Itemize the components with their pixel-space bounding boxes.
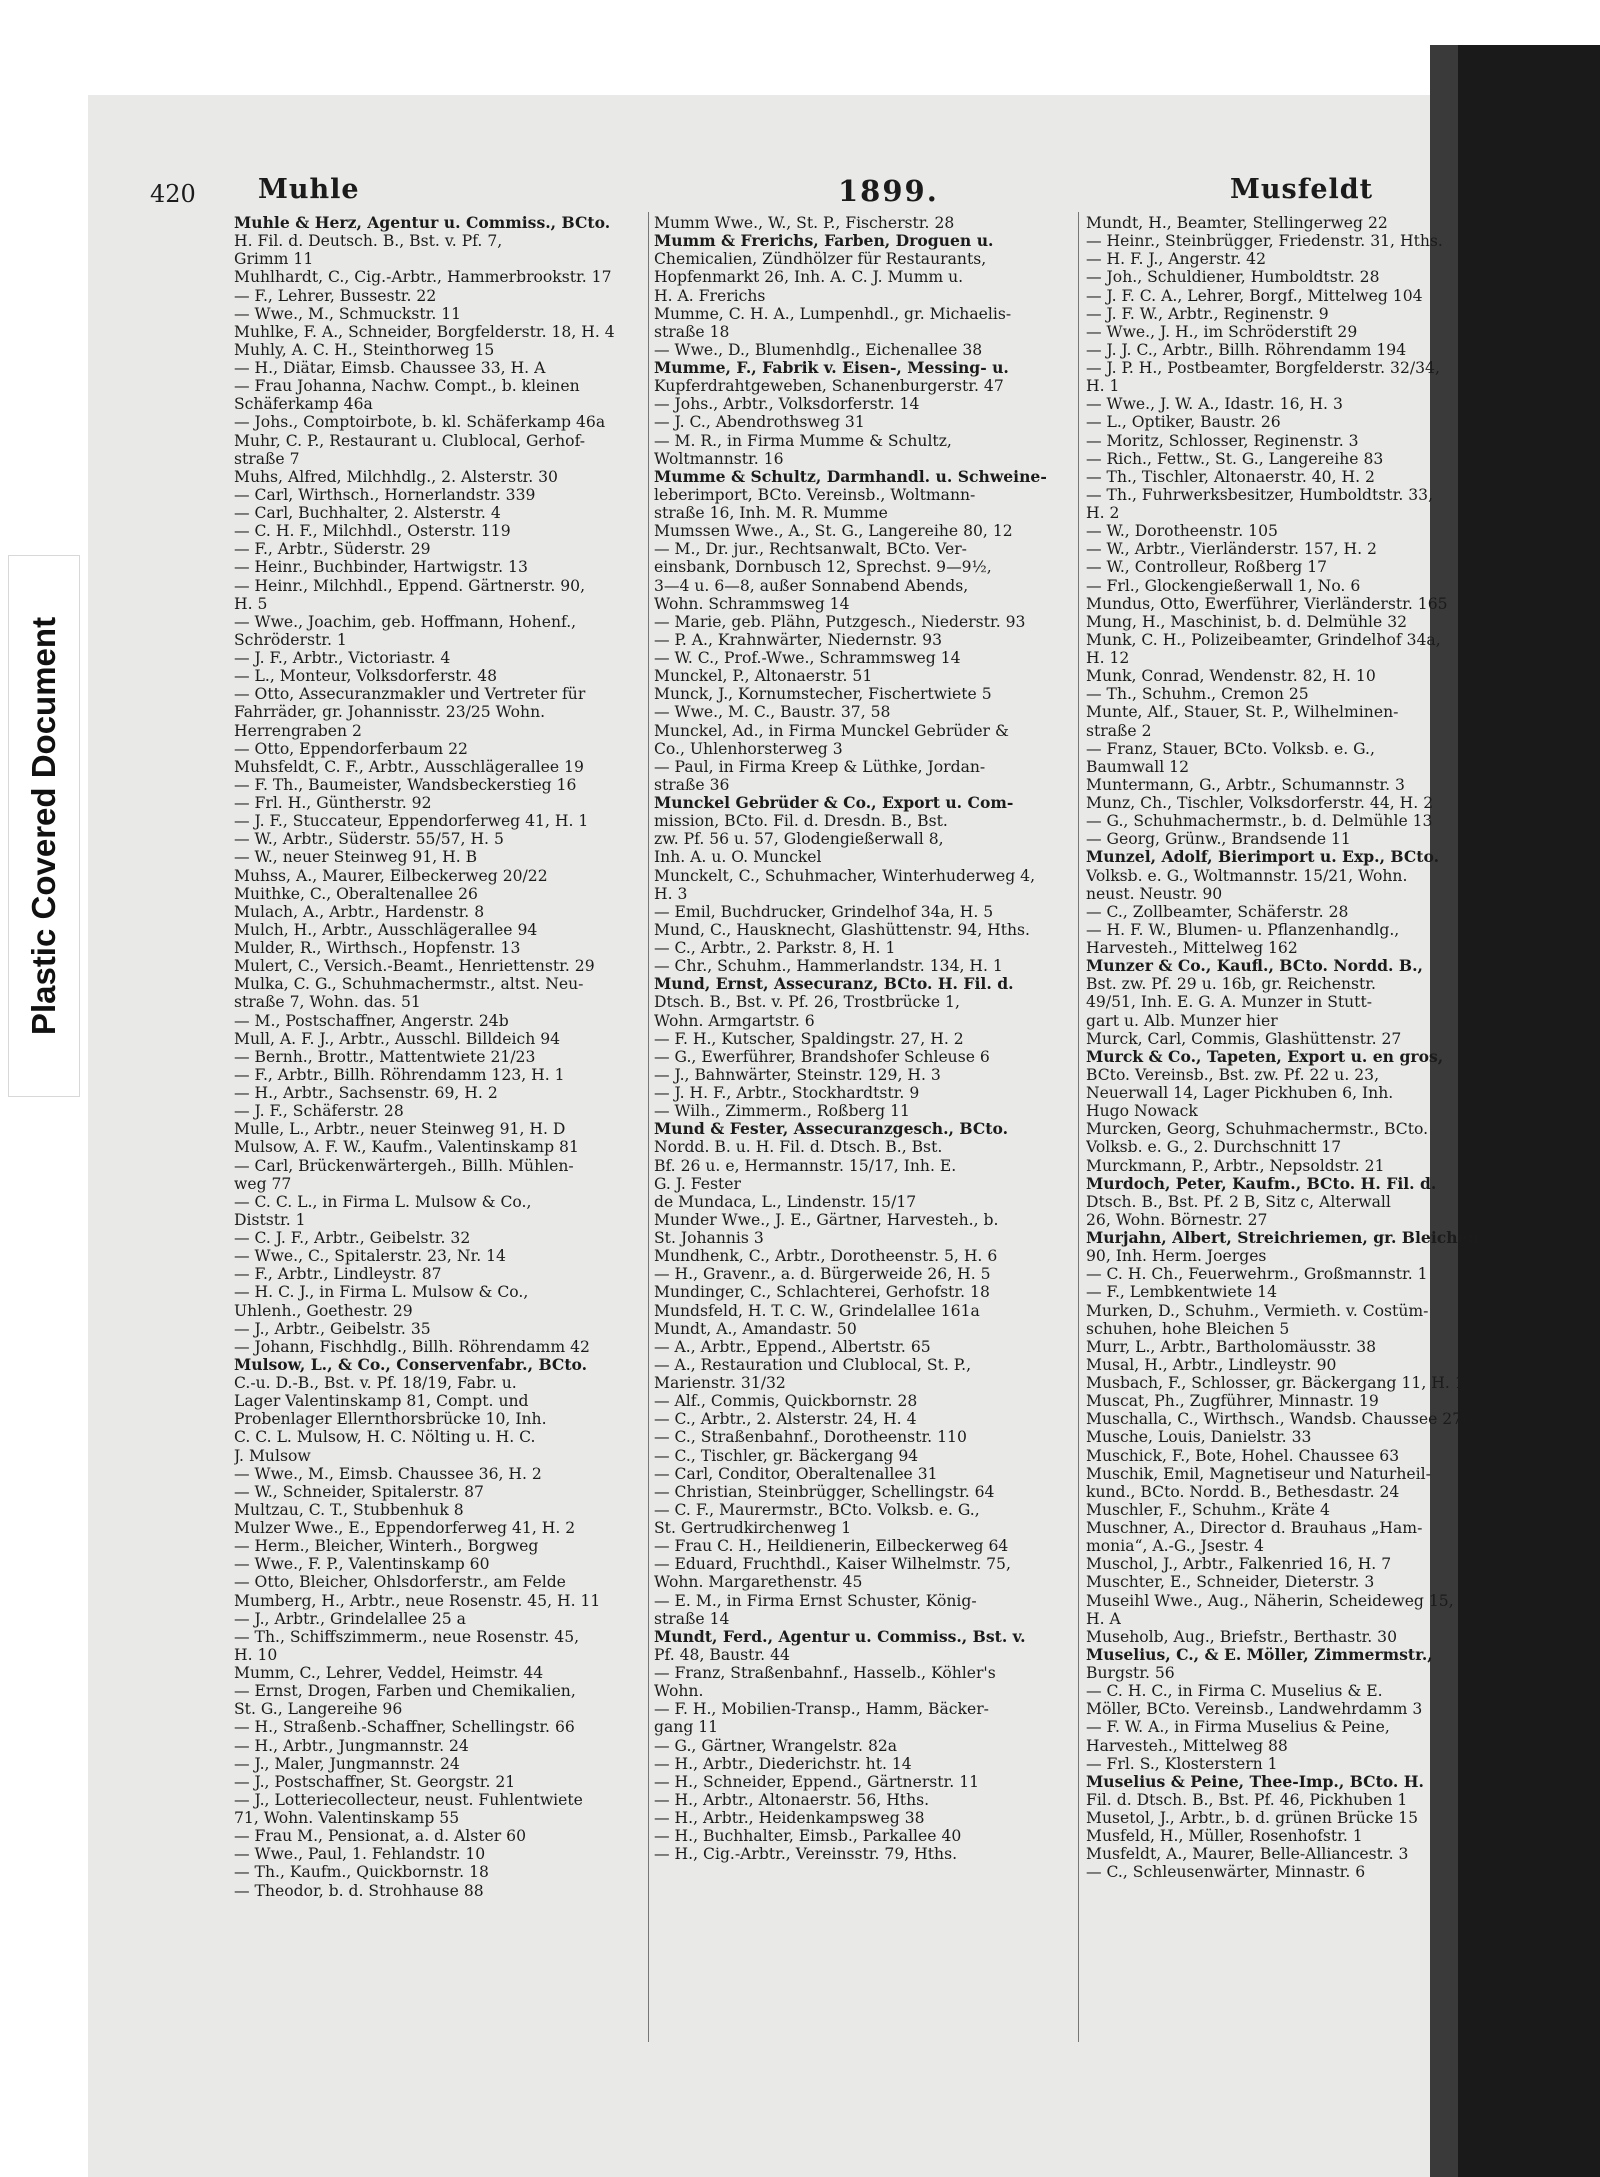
directory-entry: — H., Arbtr., Altonaerstr. 56, Hths. [654,1790,930,1809]
directory-entry: Volksb. e. G., Woltmannstr. 15/21, Wohn. [1086,866,1408,885]
directory-entry: — Franz, Straßenbahnf., Hasselb., Köhler's [654,1664,996,1682]
directory-entry: Murck, Carl, Commis, Glashüttenstr. 27 [1086,1029,1402,1048]
directory-entry: Munckel, Ad., in Firma Munckel Gebrüder & [654,721,1009,740]
running-head-right: Musfeldt [1230,174,1374,205]
directory-entry: — H., Arbtr., Jungmannstr. 24 [234,1736,469,1755]
directory-entry: — C. F., Maurermstr., BCto. Volksb. e. G., [654,1500,980,1519]
directory-entry: — E. M., in Firma Ernst Schuster, König- [654,1591,977,1610]
directory-entry: Wohn. Margarethenstr. 45 [654,1573,863,1592]
directory-entry: Museihl Wwe., Aug., Näherin, Scheideweg 15, [1086,1591,1454,1610]
directory-entry: Chemicalien, Zündhölzer für Restaurants, [654,250,987,269]
directory-entry: Muschler, F., Schuhm., Kräte 4 [1086,1500,1330,1519]
directory-entry: Mulach, A., Arbtr., Hardenstr. 8 [234,902,485,921]
directory-entry: — Marie, geb. Plähn, Putzgesch., Niederstr. 93 [654,612,1026,631]
directory-entry: — Frl. S., Klosterstern 1 [1086,1754,1278,1773]
directory-entry: — W., Arbtr., Vierländerstr. 157, H. 2 [1086,540,1377,559]
directory-column-3 [1086,214,1502,2034]
directory-entry: Munk, C. H., Polizeibeamter, Grindelhof 34a, [1086,630,1441,649]
directory-entry: — Johann, Fischhdlg., Billh. Röhrendamm 42 [234,1337,590,1356]
directory-entry: — H., Straßenb.-Schaffner, Schellingstr. 66 [234,1718,575,1737]
directory-entry: H. 3 [654,884,688,903]
directory-entry: — J. J. C., Arbtr., Billh. Röhrendamm 194 [1086,340,1407,359]
directory-entry: — Rich., Fettw., St. G., Langereihe 83 [1086,449,1384,468]
directory-entry: Mumssen Wwe., A., St. G., Langereihe 80, 12 [654,522,1013,541]
directory-entry: — Moritz, Schlosser, Reginenstr. 3 [1086,431,1359,450]
directory-entry: — Wwe., Joachim, geb. Hoffmann, Hohenf., [234,612,577,631]
directory-entry: BCto. Vereinsb., Bst. zw. Pf. 22 u. 23, [1086,1065,1380,1084]
directory-entry: — C., Schleusenwärter, Minnastr. 6 [1086,1863,1366,1882]
directory-entry: 26, Wohn. Börnestr. 27 [1086,1210,1268,1229]
directory-entry: — Otto, Bleicher, Ohlsdorferstr., am Felde [234,1573,566,1592]
directory-entry: Muhss, A., Maurer, Eilbeckerweg 20/22 [234,866,548,885]
directory-entry: — P. A., Krahnwärter, Niedernstr. 93 [654,630,942,649]
directory-entry: — W., Arbtr., Süderstr. 55/57, H. 5 [234,830,504,849]
directory-entry: Murcken, Georg, Schuhmachermstr., BCto. [1086,1120,1429,1139]
directory-entry: Mundt, H., Beamter, Stellingerweg 22 [1086,214,1388,232]
directory-entry: Muhly, A. C. H., Steinthorweg 15 [234,340,495,359]
directory-entry: Mumme & Schultz, Darmhandl. u. Schweine- [654,467,1047,486]
directory-entry: Mundt, Ferd., Agentur u. Commiss., Bst. v. [654,1627,1026,1646]
directory-entry: Musal, H., Arbtr., Lindleystr. 90 [1086,1355,1337,1374]
directory-entry: H. 10 [234,1645,278,1664]
directory-entry: — G., Ewerführer, Brandshofer Schleuse 6 [654,1047,990,1066]
directory-entry: — Th., Kaufm., Quickbornstr. 18 [234,1863,489,1882]
directory-entry: — C. H. F., Milchhdl., Osterstr. 119 [234,522,511,541]
directory-entry: — Bernh., Brottr., Mattentwiete 21/23 [234,1047,536,1066]
directory-entry: Murken, D., Schuhm., Vermieth. v. Costüm- [1086,1301,1429,1320]
directory-entry: — Wwe., D., Blumenhdlg., Eichenallee 38 [654,340,983,359]
directory-entry: Mung, H., Maschinist, b. d. Delmühle 32 [1086,612,1408,631]
directory-entry: Muschalla, C., Wirthsch., Wandsb. Chaussee 276 [1086,1410,1473,1429]
directory-entry: — M., Postschaffner, Angerstr. 24b [234,1011,509,1030]
directory-entry: — Wwe., Paul, 1. Fehlandstr. 10 [234,1845,486,1864]
directory-entry: — L., Optiker, Baustr. 26 [1086,413,1281,432]
directory-entry: — Frl., Glockengießerwall 1, No. 6 [1086,576,1361,595]
directory-entry: neust. Neustr. 90 [1086,884,1223,903]
directory-entry: Harvesteh., Mittelweg 88 [1086,1736,1288,1755]
cover-label [8,555,80,1097]
directory-entry: Murjahn, Albert, Streichriemen, gr. Bleichen [1086,1229,1479,1247]
directory-entry: Mumberg, H., Arbtr., neue Rosenstr. 45, H. 11 [234,1591,601,1610]
directory-entry: — Wwe., M., Eimsb. Chaussee 36, H. 2 [234,1464,542,1483]
directory-entry: — Th., Schuhm., Cremon 25 [1086,685,1309,704]
directory-entry: mission, BCto. Fil. d. Dresdn. B., Bst. [654,812,948,831]
directory-entry: Kupferdrahtgeweben, Schanenburgerstr. 47 [654,377,1004,396]
directory-entry: Murck & Co., Tapeten, Export u. en gros, [1086,1047,1444,1066]
directory-entry: 49/51, Inh. E. G. A. Munzer in Stutt- [1086,993,1372,1012]
directory-entry: — H., Arbtr., Sachsenstr. 69, H. 2 [234,1084,498,1102]
directory-entry: J. Mulsow [234,1446,311,1465]
directory-entry: Mundus, Otto, Ewerführer, Vierländerstr. 165 [1086,594,1448,613]
directory-entry: — Johs., Arbtr., Volksdorferstr. 14 [654,395,920,414]
directory-entry: — C. H. Ch., Feuerwehrm., Großmannstr. 1 [1086,1265,1428,1284]
directory-entry: — A., Restauration und Clublocal, St. P., [654,1355,972,1374]
directory-entry: — J., Arbtr., Grindelallee 25 a [234,1609,466,1628]
directory-entry: leberimport, BCto. Vereinsb., Woltmann- [654,485,976,504]
directory-entry: Marienstr. 31/32 [654,1374,786,1392]
directory-entry: — Otto, Eppendorferbaum 22 [234,739,468,758]
directory-entry: — Johs., Comptoirbote, b. kl. Schäferkamp 46a [234,413,606,432]
directory-entry: Inh. A. u. O. Munckel [654,848,822,867]
directory-entry: H. 2 [1086,504,1120,522]
directory-entry: Wohn. [654,1682,704,1701]
directory-entry: Pf. 48, Baustr. 44 [654,1645,790,1664]
directory-entry: Volksb. e. G., 2. Durchschnitt 17 [1086,1138,1342,1157]
directory-entry: — F., Arbtr., Lindleystr. 87 [234,1265,442,1284]
directory-entry: — J., Bahnwärter, Steinstr. 129, H. 3 [654,1065,941,1084]
directory-entry: Musbach, F., Schlosser, gr. Bäckergang 11, H. 1 [1086,1374,1465,1392]
directory-entry: — H. F. W., Blumen- u. Pflanzenhandlg., [1086,920,1400,939]
directory-entry: — Herm., Bleicher, Winterh., Borgweg [234,1537,539,1556]
directory-entry: 90, Inh. Herm. Joerges [1086,1247,1267,1266]
directory-entry: St. Gertrudkirchenweg 1 [654,1519,852,1537]
directory-entry: — F., Lembkentwiete 14 [1086,1283,1278,1302]
directory-entry: straße 16, Inh. M. R. Mumme [654,504,888,522]
directory-entry: — F. W. A., in Firma Muselius & Peine, [1086,1718,1390,1737]
directory-entry: Schäferkamp 46a [234,395,373,414]
directory-entry: — Heinr., Steinbrügger, Friedenstr. 31, Hths. [1086,232,1443,251]
directory-entry: — J. F., Arbtr., Victoriastr. 4 [234,649,451,667]
directory-entry: Uhlenh., Goethestr. 29 [234,1301,413,1320]
directory-entry: Mulsow, A. F. W., Kaufm., Valentinskamp 81 [234,1138,579,1157]
directory-entry: Musfeldt, A., Maurer, Belle-Alliancestr. 3 [1086,1845,1409,1864]
directory-entry: Mumm Wwe., W., St. P., Fischerstr. 28 [654,214,955,232]
directory-entry: — Ernst, Drogen, Farben und Chemikalien, [234,1682,576,1701]
directory-entry: Munk, Conrad, Wendenstr. 82, H. 10 [1086,667,1376,686]
directory-entry: monia“, A.-G., Jsestr. 4 [1086,1537,1264,1556]
directory-entry: — J. F., Schäferstr. 28 [234,1102,404,1121]
directory-entry: — C., Tischler, gr. Bäckergang 94 [654,1446,919,1465]
directory-entry: — Heinr., Buchbinder, Hartwigstr. 13 [234,558,528,577]
directory-entry: — J. F., Stuccateur, Eppendorferweg 41, H. 1 [234,812,589,831]
directory-entry: Musetol, J., Arbtr., b. d. grünen Brücke 15 [1086,1809,1418,1827]
directory-entry: — Eduard, Fruchthdl., Kaiser Wilhelmstr. 75, [654,1555,1011,1574]
directory-entry: — Paul, in Firma Kreep & Lüthke, Jordan- [654,757,986,776]
directory-entry: Mund, Ernst, Assecuranz, BCto. H. Fil. d. [654,975,1014,994]
directory-entry: — F., Arbtr., Süderstr. 29 [234,540,431,559]
directory-entry: — G., Schuhmachermstr., b. d. Delmühle 13 [1086,812,1433,831]
directory-entry: — H., Cig.-Arbtr., Vereinsstr. 79, Hths. [654,1845,958,1864]
directory-entry: — Carl, Brückenwärtergeh., Billh. Mühlen- [234,1156,574,1175]
directory-entry: Muselius, C., & E. Möller, Zimmermstr., [1086,1645,1433,1664]
directory-entry: — C., Arbtr., 2. Alsterstr. 24, H. 4 [654,1410,917,1429]
directory-entry: — Frau M., Pensionat, a. d. Alster 60 [234,1827,527,1846]
directory-entry: Bf. 26 u. e, Hermannstr. 15/17, Inh. E. [654,1156,957,1175]
directory-entry: G. J. Fester [654,1174,741,1193]
directory-entry: Baumwall 12 [1086,757,1190,776]
directory-entry: Muhs, Alfred, Milchhdlg., 2. Alsterstr. 30 [234,467,558,486]
directory-entry: Muhsfeldt, C. F., Arbtr., Ausschlägerallee 19 [234,757,584,776]
directory-entry: Grimm 11 [234,250,314,269]
directory-entry: — C., Zollbeamter, Schäferstr. 28 [1086,902,1349,921]
directory-entry: Muithke, C., Oberaltenallee 26 [234,884,478,903]
directory-entry: Mundinger, C., Schlachterei, Gerhofstr. 18 [654,1283,990,1302]
directory-entry: — Franz, Stauer, BCto. Volksb. e. G., [1086,739,1375,758]
directory-entry: zw. Pf. 56 u. 57, Glodengießerwall 8, [654,830,944,849]
directory-entry: Mund & Fester, Assecuranzgesch., BCto. [654,1120,1009,1139]
directory-entry: Munzer & Co., Kaufl., BCto. Nordd. B., [1086,957,1423,976]
directory-entry: Neuerwall 14, Lager Pickhuben 6, Inh. [1086,1084,1394,1102]
directory-entry: Wohn. Schrammsweg 14 [654,594,850,613]
directory-entry: Mumme, C. H. A., Lumpenhdl., gr. Michaelis- [654,304,1012,323]
directory-entry: — W., neuer Steinweg 91, H. B [234,848,478,867]
directory-entry: Murr, L., Arbtr., Bartholomäusstr. 38 [1086,1337,1377,1356]
directory-entry: — F., Lehrer, Bussestr. 22 [234,286,437,305]
directory-entry: Probenlager Ellernthorsbrücke 10, Inh. [234,1410,547,1429]
cover-label-text: Plastic Covered Document [25,616,62,1036]
directory-entry: Muselius & Peine, Thee-Imp., BCto. H. [1086,1772,1424,1791]
directory-entry: Munz, Ch., Tischler, Volksdorferstr. 44, H. 2 [1086,794,1434,812]
directory-entry: H. Fil. d. Deutsch. B., Bst. v. Pf. 7, [234,232,503,251]
directory-entry: — Frau Johanna, Nachw. Compt., b. kleinen [234,377,580,396]
directory-entry: H. 5 [234,594,268,613]
directory-entry: Schröderstr. 1 [234,630,347,649]
directory-entry: — J., Lotteriecollecteur, neust. Fuhlentwiete [234,1790,583,1809]
directory-entry: Muschter, E., Schneider, Dieterstr. 3 [1086,1573,1375,1592]
directory-entry: — Th., Fuhrwerksbesitzer, Humboldtstr. 33, [1086,485,1434,504]
directory-entry: — Heinr., Milchhdl., Eppend. Gärtnerstr. 90, [234,576,586,595]
directory-entry: Mulka, C. G., Schuhmachermstr., altst. Neu- [234,975,584,994]
directory-entry: Munckel Gebrüder & Co., Export u. Com- [654,794,1014,812]
directory-entry: Mulch, H., Arbtr., Ausschlägerallee 94 [234,920,538,939]
directory-entry: Muhr, C. P., Restaurant u. Clublocal, Gerhof- [234,431,586,450]
directory-entry: — F. H., Mobilien-Transp., Hamm, Bäcker- [654,1700,989,1719]
directory-entry: — Th., Tischler, Altonaerstr. 40, H. 2 [1086,467,1375,486]
directory-entry: Musche, Louis, Danielstr. 33 [1086,1428,1312,1447]
directory-entry: — W., Controlleur, Roßberg 17 [1086,558,1328,577]
directory-entry: gang 11 [654,1718,719,1737]
running-head-left: Muhle [258,174,360,205]
directory-entry: — J., Arbtr., Geibelstr. 35 [234,1319,431,1338]
directory-entry: straße 18 [654,322,730,341]
directory-entry: — Theodor, b. d. Strohhause 88 [234,1881,484,1900]
directory-entry: Munte, Alf., Stauer, St. P., Wilhelminen- [1086,703,1399,722]
directory-entry: — Christian, Steinbrügger, Schellingstr. 64 [654,1482,995,1501]
directory-entry: Bst. zw. Pf. 29 u. 16b, gr. Reichenstr. [1086,975,1376,994]
directory-entry: Fahrräder, gr. Johannisstr. 23/25 Wohn. [234,703,546,722]
page-number: 420 [150,180,196,208]
directory-entry: — M. R., in Firma Mumme & Schultz, [654,431,952,450]
directory-entry: Muscat, Ph., Zugführer, Minnastr. 19 [1086,1392,1379,1411]
directory-entry: — J. H. F., Arbtr., Stockhardtstr. 9 [654,1084,920,1102]
directory-entry: Munzel, Adolf, Bierimport u. Exp., BCto. [1086,848,1440,867]
directory-entry: Co., Uhlenhorsterweg 3 [654,739,843,758]
directory-entry: — J. F. C. A., Lehrer, Borgf., Mittelweg 104 [1086,286,1423,305]
directory-entry: Mulsow, L., & Co., Conservenfabr., BCto. [234,1355,588,1374]
directory-column-1 [234,214,690,2044]
directory-entry: Muhlke, F. A., Schneider, Borgfelderstr. 18, H. 4 [234,322,615,341]
directory-entry: kund., BCto. Nordd. B., Bethesdastr. 24 [1086,1482,1400,1501]
directory-entry: Mulle, L., Arbtr., neuer Steinweg 91, H. D [234,1120,566,1139]
directory-entry: schuhen, hohe Bleichen 5 [1086,1319,1290,1338]
column-divider [1078,212,1079,2042]
directory-entry: St. G., Langereihe 96 [234,1700,403,1719]
directory-entry: — Georg, Grünw., Brandsende 11 [1086,830,1351,849]
directory-entry: Hopfenmarkt 26, Inh. A. C. J. Mumm u. [654,268,964,287]
directory-entry: Muhle & Herz, Agentur u. Commiss., BCto. [234,214,611,232]
directory-entry: straße 14 [654,1609,730,1628]
directory-entry: — C. J. F., Arbtr., Geibelstr. 32 [234,1229,471,1247]
directory-entry: — Wwe., M. C., Baustr. 37, 58 [654,703,891,722]
directory-entry: H. A [1086,1609,1121,1628]
directory-entry: straße 36 [654,775,730,794]
directory-entry: Mull, A. F. J., Arbtr., Ausschl. Billdeich 94 [234,1029,561,1048]
directory-entry: Mumm, C., Lehrer, Veddel, Heimstr. 44 [234,1664,544,1682]
directory-entry: — Wwe., F. P., Valentinskamp 60 [234,1555,490,1574]
directory-entry: — F., Arbtr., Billh. Röhrendamm 123, H. 1 [234,1065,565,1084]
directory-entry: Dtsch. B., Bst. Pf. 2 B, Sitz c, Alterwall [1086,1192,1391,1211]
directory-entry: — H. C. J., in Firma L. Mulsow & Co., [234,1283,529,1302]
directory-entry: Möller, BCto. Vereinsb., Landwehrdamm 3 [1086,1700,1423,1719]
directory-entry: — Th., Schiffszimmerm., neue Rosenstr. 45, [234,1627,580,1646]
directory-entry: Fil. d. Dtsch. B., Bst. Pf. 46, Pickhuben 1 [1086,1790,1408,1809]
directory-entry: Muschick, F., Bote, Hohel. Chaussee 63 [1086,1446,1400,1465]
directory-entry: Murdoch, Peter, Kaufm., BCto. H. Fil. d. [1086,1174,1437,1193]
directory-entry: — Wwe., C., Spitalerstr. 23, Nr. 14 [234,1247,506,1266]
directory-entry: — G., Gärtner, Wrangelstr. 82a [654,1736,898,1755]
directory-entry: — Frl. H., Güntherstr. 92 [234,794,432,812]
directory-entry: — C. H. C., in Firma C. Muselius & E. [1086,1682,1383,1701]
directory-entry: — L., Monteur, Volksdorferstr. 48 [234,667,498,686]
directory-entry: Mulert, C., Versich.-Beamt., Henriettenstr. 29 [234,957,595,976]
directory-entry: Mund, C., Hausknecht, Glashüttenstr. 94, Hths. [654,920,1030,939]
directory-entry: C. C. L. Mulsow, H. C. Nölting u. H. C. [234,1428,536,1447]
directory-entry: Hugo Nowack [1086,1102,1198,1121]
left-margin [0,45,88,2177]
directory-entry: Muschol, J., Arbtr., Falkenried 16, H. 7 [1086,1555,1392,1574]
directory-entry: de Mundaca, L., Lindenstr. 15/17 [654,1192,917,1211]
directory-entry: — J. P. H., Postbeamter, Borgfelderstr. 32/34, [1086,359,1440,377]
directory-entry: einsbank, Dornbusch 12, Sprechst. 9—9½, [654,558,992,577]
running-head-year: 1899. [838,174,939,208]
directory-entry: St. Johannis 3 [654,1229,764,1247]
directory-entry: C.-u. D.-B., Bst. v. Pf. 18/19, Fabr. u. [234,1374,517,1392]
directory-entry: Murckmann, P., Arbtr., Nepsoldstr. 21 [1086,1156,1385,1175]
directory-entry: Musfeld, H., Müller, Rosenhofstr. 1 [1086,1827,1363,1846]
directory-entry: Muschik, Emil, Magnetiseur und Naturheil- [1086,1464,1431,1483]
directory-entry: 71, Wohn. Valentinskamp 55 [234,1809,460,1827]
directory-entry: straße 7, Wohn. das. 51 [234,993,421,1012]
directory-entry: — H., Diätar, Eimsb. Chaussee 33, H. A [234,359,546,377]
directory-entry: — C., Straßenbahnf., Dorotheenstr. 110 [654,1428,967,1447]
directory-entry: Woltmannstr. 16 [654,449,784,468]
directory-entry: Burgstr. 56 [1086,1664,1175,1682]
directory-entry: Mundsfeld, H. T. C. W., Grindelallee 161a [654,1301,980,1320]
directory-entry: — Carl, Buchhalter, 2. Alsterstr. 4 [234,504,501,522]
directory-entry: — H., Schneider, Eppend., Gärtnerstr. 11 [654,1772,980,1791]
directory-entry: 3—4 u. 6—8, außer Sonnabend Abends, [654,576,969,595]
directory-entry: Mumme, F., Fabrik v. Eisen-, Messing- u. [654,359,1009,377]
top-margin [0,0,1600,45]
directory-entry: — Frau C. H., Heildienerin, Eilbeckerweg 64 [654,1537,1009,1556]
directory-entry: — F. Th., Baumeister, Wandsbeckerstieg 16 [234,775,577,794]
directory-entry: — M., Dr. jur., Rechtsanwalt, BCto. Ver- [654,540,967,559]
directory-entry: Lager Valentinskamp 81, Compt. und [234,1392,529,1411]
directory-entry: — Carl, Conditor, Oberaltenallee 31 [654,1464,938,1483]
directory-entry: Mundt, A., Amandastr. 50 [654,1319,857,1338]
directory-entry: — H., Buchhalter, Eimsb., Parkallee 40 [654,1827,962,1846]
directory-entry: — W. C., Prof.-Wwe., Schrammsweg 14 [654,649,961,667]
directory-entry: — J., Postschaffner, St. Georgstr. 21 [234,1772,516,1791]
directory-entry: — Emil, Buchdrucker, Grindelhof 34a, H. 5 [654,902,994,921]
directory-entry: Museholb, Aug., Briefstr., Berthastr. 30 [1086,1627,1398,1646]
directory-column-2 [654,214,1074,2044]
directory-entry: Mumm & Frerichs, Farben, Droguen u. [654,232,994,251]
directory-entry: — J. F. W., Arbtr., Reginenstr. 9 [1086,304,1329,323]
directory-entry: weg 77 [234,1174,292,1193]
directory-entry: — Carl, Wirthsch., Hornerlandstr. 339 [234,485,536,504]
directory-entry: Wohn. Armgartstr. 6 [654,1011,815,1030]
directory-entry: straße 2 [1086,721,1152,740]
directory-entry: Munder Wwe., J. E., Gärtner, Harvesteh., b. [654,1210,999,1229]
directory-entry: Munck, J., Kornumstecher, Fischertwiete 5 [654,685,992,704]
directory-entry: — W., Dorotheenstr. 105 [1086,522,1278,541]
directory-entry: — J., Maler, Jungmannstr. 24 [234,1754,460,1773]
directory-entry: — H. F. J., Angerstr. 42 [1086,250,1267,269]
directory-entry: — H., Gravenr., a. d. Bürgerweide 26, H. 5 [654,1265,991,1284]
directory-entry: — Wwe., M., Schmuckstr. 11 [234,304,462,323]
directory-entry: — H., Arbtr., Heidenkampsweg 38 [654,1809,925,1827]
directory-entry: Mulder, R., Wirthsch., Hopfenstr. 13 [234,939,521,957]
directory-entry: Nordd. B. u. H. Fil. d. Dtsch. B., Bst. [654,1138,943,1157]
directory-entry: — C., Arbtr., 2. Parkstr. 8, H. 1 [654,939,896,957]
directory-entry: — Otto, Assecuranzmakler und Vertreter für [234,685,586,704]
directory-entry: Munckelt, C., Schuhmacher, Winterhuderweg 4, [654,866,1036,885]
directory-entry: Muhlhardt, C., Cig.-Arbtr., Hammerbrookstr. 17 [234,268,612,287]
directory-entry: Mundhenk, C., Arbtr., Dorotheenstr. 5, H. 6 [654,1247,998,1266]
directory-entry: — C. C. L., in Firma L. Mulsow & Co., [234,1192,532,1211]
directory-entry: Mulzer Wwe., E., Eppendorferweg 41, H. 2 [234,1519,576,1537]
directory-entry: H. 12 [1086,649,1130,667]
directory-entry: — H., Arbtr., Diederichstr. ht. 14 [654,1754,912,1773]
directory-entry: — Wwe., J. W. A., Idastr. 16, H. 3 [1086,395,1343,414]
directory-entry: — Wwe., J. H., im Schröderstift 29 [1086,322,1358,341]
directory-entry: H. 1 [1086,377,1120,396]
directory-entry: Harvesteh., Mittelweg 162 [1086,939,1298,957]
directory-entry: Multzau, C. T., Stubbenhuk 8 [234,1500,464,1519]
directory-entry: Muntermann, G., Arbtr., Schumannstr. 3 [1086,775,1405,794]
directory-entry: Dtsch. B., Bst. v. Pf. 26, Trostbrücke 1, [654,993,960,1012]
directory-entry: gart u. Alb. Munzer hier [1086,1011,1278,1030]
directory-entry: — Wilh., Zimmerm., Roßberg 11 [654,1102,910,1121]
directory-entry: — Chr., Schuhm., Hammerlandstr. 134, H. 1 [654,957,1003,976]
directory-entry: — Joh., Schuldiener, Humboldtstr. 28 [1086,268,1380,287]
directory-entry: — F. H., Kutscher, Spaldingstr. 27, H. 2 [654,1029,964,1048]
directory-entry: — A., Arbtr., Eppend., Albertstr. 65 [654,1337,931,1356]
directory-entry: H. A. Frerichs [654,286,766,305]
directory-entry: — J. C., Abendrothsweg 31 [654,413,865,432]
directory-entry: Herrengraben 2 [234,721,362,740]
directory-entry: Munckel, P., Altonaerstr. 51 [654,667,873,686]
directory-entry: — W., Schneider, Spitalerstr. 87 [234,1482,484,1501]
directory-entry: straße 7 [234,449,300,468]
directory-entry: Diststr. 1 [234,1210,306,1229]
directory-entry: — Alf., Commis, Quickbornstr. 28 [654,1392,918,1411]
directory-entry: Muschner, A., Director d. Brauhaus „Ham- [1086,1519,1423,1537]
